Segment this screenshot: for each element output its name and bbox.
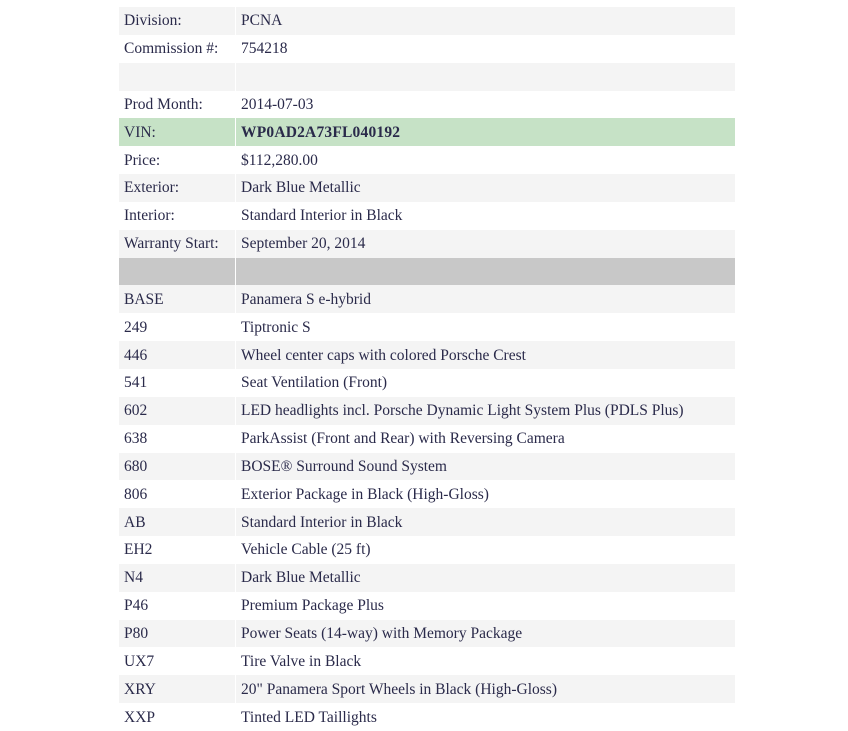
info-label: Warranty Start:	[119, 230, 236, 258]
info-row-warranty-start	[119, 230, 735, 258]
info-label: VIN:	[119, 118, 236, 146]
option-description: Standard Interior in Black	[236, 508, 736, 536]
info-label: Interior:	[119, 202, 236, 230]
info-value: 754218	[236, 35, 736, 63]
option-row	[119, 313, 735, 341]
info-row-interior	[119, 202, 735, 230]
info-value	[236, 63, 736, 91]
option-description: ParkAssist (Front and Rear) with Reversing Camera	[236, 425, 736, 453]
separator-cell	[236, 258, 736, 286]
option-description: Panamera S e-hybrid	[236, 285, 736, 313]
info-value: 2014-07-03	[236, 91, 736, 119]
separator-cell	[119, 258, 236, 286]
option-code: XRY	[119, 675, 236, 703]
option-description: Vehicle Cable (25 ft)	[236, 536, 736, 564]
info-row-division	[119, 7, 735, 35]
option-code: P80	[119, 620, 236, 648]
option-code: 680	[119, 453, 236, 481]
option-description: Wheel center caps with colored Porsche Crest	[236, 341, 736, 369]
info-label: Exterior:	[119, 174, 236, 202]
info-row-vin	[119, 118, 735, 146]
option-description: Tire Valve in Black	[236, 647, 736, 675]
option-description: Seat Ventilation (Front)	[236, 369, 736, 397]
option-code: 446	[119, 341, 236, 369]
option-row	[119, 369, 735, 397]
option-code: AB	[119, 508, 236, 536]
info-value: Dark Blue Metallic	[236, 174, 736, 202]
option-row	[119, 285, 735, 313]
option-row	[119, 647, 735, 675]
option-row	[119, 397, 735, 425]
info-value: September 20, 2014	[236, 230, 736, 258]
option-description: Dark Blue Metallic	[236, 564, 736, 592]
info-row-prod-month	[119, 91, 735, 119]
option-description: Tiptronic S	[236, 313, 736, 341]
option-row	[119, 453, 735, 481]
option-description: BOSE® Surround Sound System	[236, 453, 736, 481]
section-separator	[119, 258, 735, 286]
option-code: 806	[119, 480, 236, 508]
option-row	[119, 480, 735, 508]
option-code: XXP	[119, 703, 236, 731]
info-label: Prod Month:	[119, 91, 236, 119]
option-code: UX7	[119, 647, 236, 675]
option-description: Tinted LED Taillights	[236, 703, 736, 731]
option-code: 249	[119, 313, 236, 341]
option-row	[119, 564, 735, 592]
option-description: 20" Panamera Sport Wheels in Black (High-Gloss)	[236, 675, 736, 703]
info-row-empty	[119, 63, 735, 91]
info-row-commission	[119, 35, 735, 63]
info-label: Division:	[119, 7, 236, 35]
option-row	[119, 592, 735, 620]
option-code: 638	[119, 425, 236, 453]
info-value: PCNA	[236, 7, 736, 35]
option-row	[119, 508, 735, 536]
info-label	[119, 63, 236, 91]
option-row	[119, 425, 735, 453]
option-description: Premium Package Plus	[236, 592, 736, 620]
vin-value: WP0AD2A73FL040192	[236, 118, 736, 146]
option-code: 602	[119, 397, 236, 425]
option-row	[119, 703, 735, 731]
option-code: BASE	[119, 285, 236, 313]
info-row-exterior	[119, 174, 735, 202]
option-row	[119, 341, 735, 369]
info-label: Commission #:	[119, 35, 236, 63]
option-description: LED headlights incl. Porsche Dynamic Light System Plus (PDLS Plus)	[236, 397, 736, 425]
info-row-price	[119, 146, 735, 174]
option-description: Exterior Package in Black (High-Gloss)	[236, 480, 736, 508]
option-code: 541	[119, 369, 236, 397]
info-value: Standard Interior in Black	[236, 202, 736, 230]
option-description: Power Seats (14-way) with Memory Package	[236, 620, 736, 648]
info-value: $112,280.00	[236, 146, 736, 174]
option-code: N4	[119, 564, 236, 592]
option-code: P46	[119, 592, 236, 620]
info-label: Price:	[119, 146, 236, 174]
option-row	[119, 536, 735, 564]
option-row	[119, 620, 735, 648]
option-row	[119, 675, 735, 703]
vehicle-spec-table	[119, 7, 735, 731]
option-code: EH2	[119, 536, 236, 564]
